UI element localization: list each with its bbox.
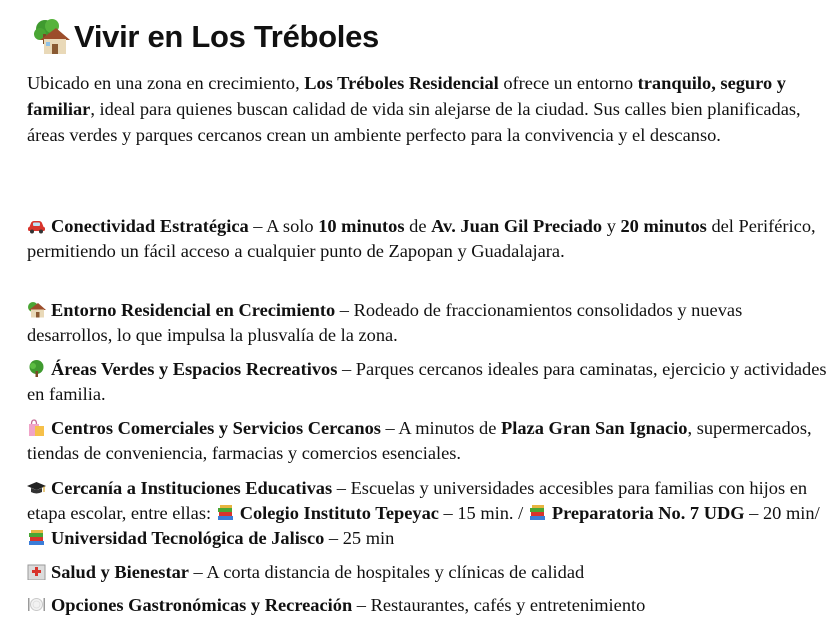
books-icon <box>528 504 547 521</box>
books-icon <box>216 504 235 521</box>
feature-gastronomia: Opciones Gastronómicas y Recreación – Restaurantes, cafés y entretenimiento <box>27 593 832 618</box>
books-icon <box>27 529 46 546</box>
graduation-cap-icon <box>27 479 46 496</box>
house-icon <box>27 301 46 318</box>
intro-paragraph: Ubicado en una zona en crecimiento, Los Tréboles Residencial ofrece un entorno tranquilo, seguro y familiar, ideal para quienes buscan calidad de vida sin alejarse de la ciudad. Sus calles bien planificadas, áreas verdes y parques cercanos crean un ambiente perfecto para la convivencia y el descanso. <box>27 73 801 145</box>
tree-icon <box>27 360 46 377</box>
plate-cutlery-icon <box>27 596 46 613</box>
feature-centros-comerciales: Centros Comerciales y Servicios Cercanos – A minutos de Plaza Gran San Ignacio, supermercados, tiendas de conveniencia, farmacias y comercios esenciales. <box>27 418 812 463</box>
feature-entorno: Entorno Residencial en Crecimiento – Rodeado de fraccionamientos consolidados y nuevas desarrollos, lo que impulsa la plusvalía de la zona. <box>27 300 743 345</box>
page-title-text: Vivir en Los Tréboles <box>74 19 379 54</box>
feature-conectividad: Conectividad Estratégica – A solo 10 minutos de Av. Juan Gil Preciado y 20 minutos del Periférico, permitiendo un fácil acceso a cualquier punto de Zapopan y Guadalajara. <box>27 216 816 261</box>
red-car-icon <box>27 217 46 234</box>
hospital-icon <box>27 563 46 580</box>
house-with-tree-icon <box>30 18 70 56</box>
page-title <box>30 18 820 56</box>
feature-educacion: Cercanía a Instituciones Educativas – Escuelas y universidades accesibles para familias con hijos en etapa escolar, entre ellas: Colegio Instituto Tepeyac – 15 min. / Preparatoria No. 7 UDG – 20 min/ Universidad Tecnológica de Jalisco – 25 min <box>27 478 820 548</box>
feature-salud: Salud y Bienestar – A corta distancia de hospitales y clínicas de calidad <box>27 560 832 585</box>
feature-areas-verdes: Áreas Verdes y Espacios Recreativos – Parques cercanos ideales para caminatas, ejercicio y actividades en familia. <box>27 359 827 404</box>
shopping-bags-icon <box>27 419 46 436</box>
